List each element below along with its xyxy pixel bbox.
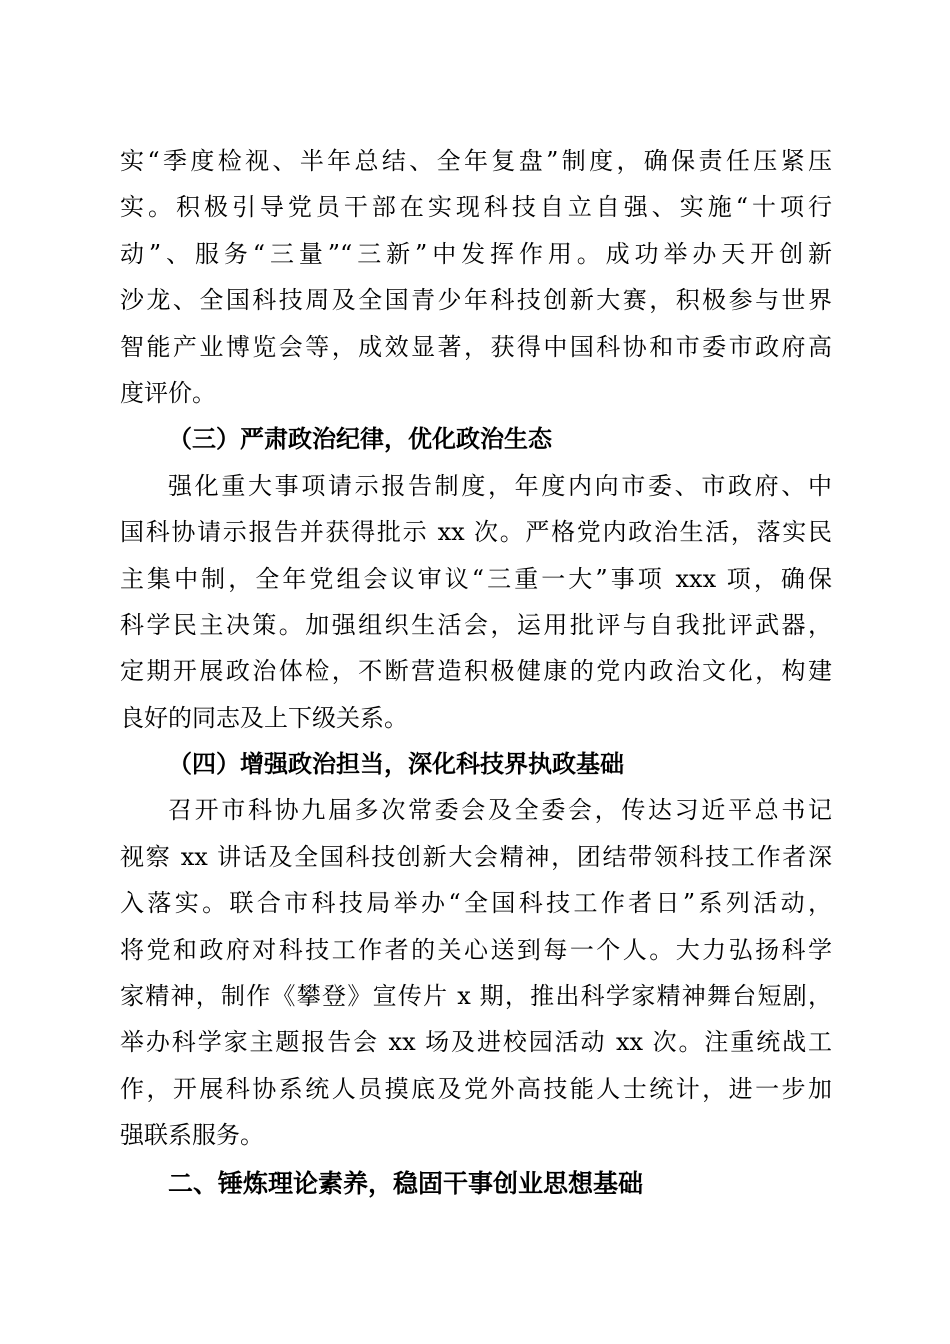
paragraph-line: 良好的同志及上下级关系。: [120, 703, 408, 732]
paragraph-line: 召开市科协九届多次常委会及全委会，传达习近平总书记: [168, 796, 832, 825]
paragraph-line: 视察 xx 讲话及全国科技创新大会精神，团结带领科技工作者深: [120, 842, 832, 871]
paragraph-responsibility: [120, 138, 832, 416]
paragraph-line: 沙龙、全国科技周及全国青少年科技创新大赛，积极参与世界: [120, 286, 832, 315]
paragraph-line: 主集中制，全年党组会议审议“三重一大”事项 xxx 项，确保: [120, 564, 832, 593]
paragraph-line: 家精神，制作《攀登》宣传片 x 期，推出科学家精神舞台短剧，: [120, 982, 832, 1011]
paragraph-line: 举办科学家主题报告会 xx 场及进校园活动 xx 次。注重统战工: [120, 1028, 832, 1057]
paragraph-line: 科学民主决策。加强组织生活会，运用批评与自我批评武器，: [120, 610, 832, 639]
paragraph-line: 作，开展科协系统人员摸底及党外高技能人士统计，进一步加: [120, 1074, 832, 1103]
paragraph-line: 将党和政府对科技工作者的关心送到每一个人。大力弘扬科学: [120, 935, 832, 964]
paragraph-political-discipline: [120, 463, 832, 741]
subheading-political-responsibility: （四）增强政治担当，深化科技界执政基础: [168, 749, 624, 779]
paragraph-line: 入落实。联合市科技局举办“全国科技工作者日”系列活动，: [120, 889, 832, 918]
paragraph-line: 实。积极引导党员干部在实现科技自立自强、实施“十项行: [120, 193, 832, 222]
paragraph-line: 智能产业博览会等，成效显著，获得中国科协和市委市政府高: [120, 332, 832, 361]
paragraph-line: 定期开展政治体检，不断营造积极健康的党内政治文化，构建: [120, 657, 832, 686]
paragraph-line: 实“季度检视、半年总结、全年复盘”制度，确保责任压紧压: [120, 147, 832, 175]
paragraph-line: 度评价。: [120, 378, 216, 407]
document-page: [120, 138, 832, 1207]
paragraph-line: 强联系服务。: [120, 1121, 264, 1150]
subheading-political-discipline: （三）严肃政治纪律，优化政治生态: [168, 424, 552, 454]
paragraph-political-responsibility: [120, 787, 832, 1158]
section-heading: 二、锤炼理论素养，稳固干事创业思想基础: [168, 1168, 644, 1198]
paragraph-line: 强化重大事项请示报告制度，年度内向市委、市政府、中: [168, 471, 832, 500]
paragraph-line: 动”、服务“三量”“三新”中发挥作用。成功举办天开创新: [120, 239, 832, 268]
paragraph-line: 国科协请示报告并获得批示 xx 次。严格党内政治生活，落实民: [120, 518, 832, 547]
